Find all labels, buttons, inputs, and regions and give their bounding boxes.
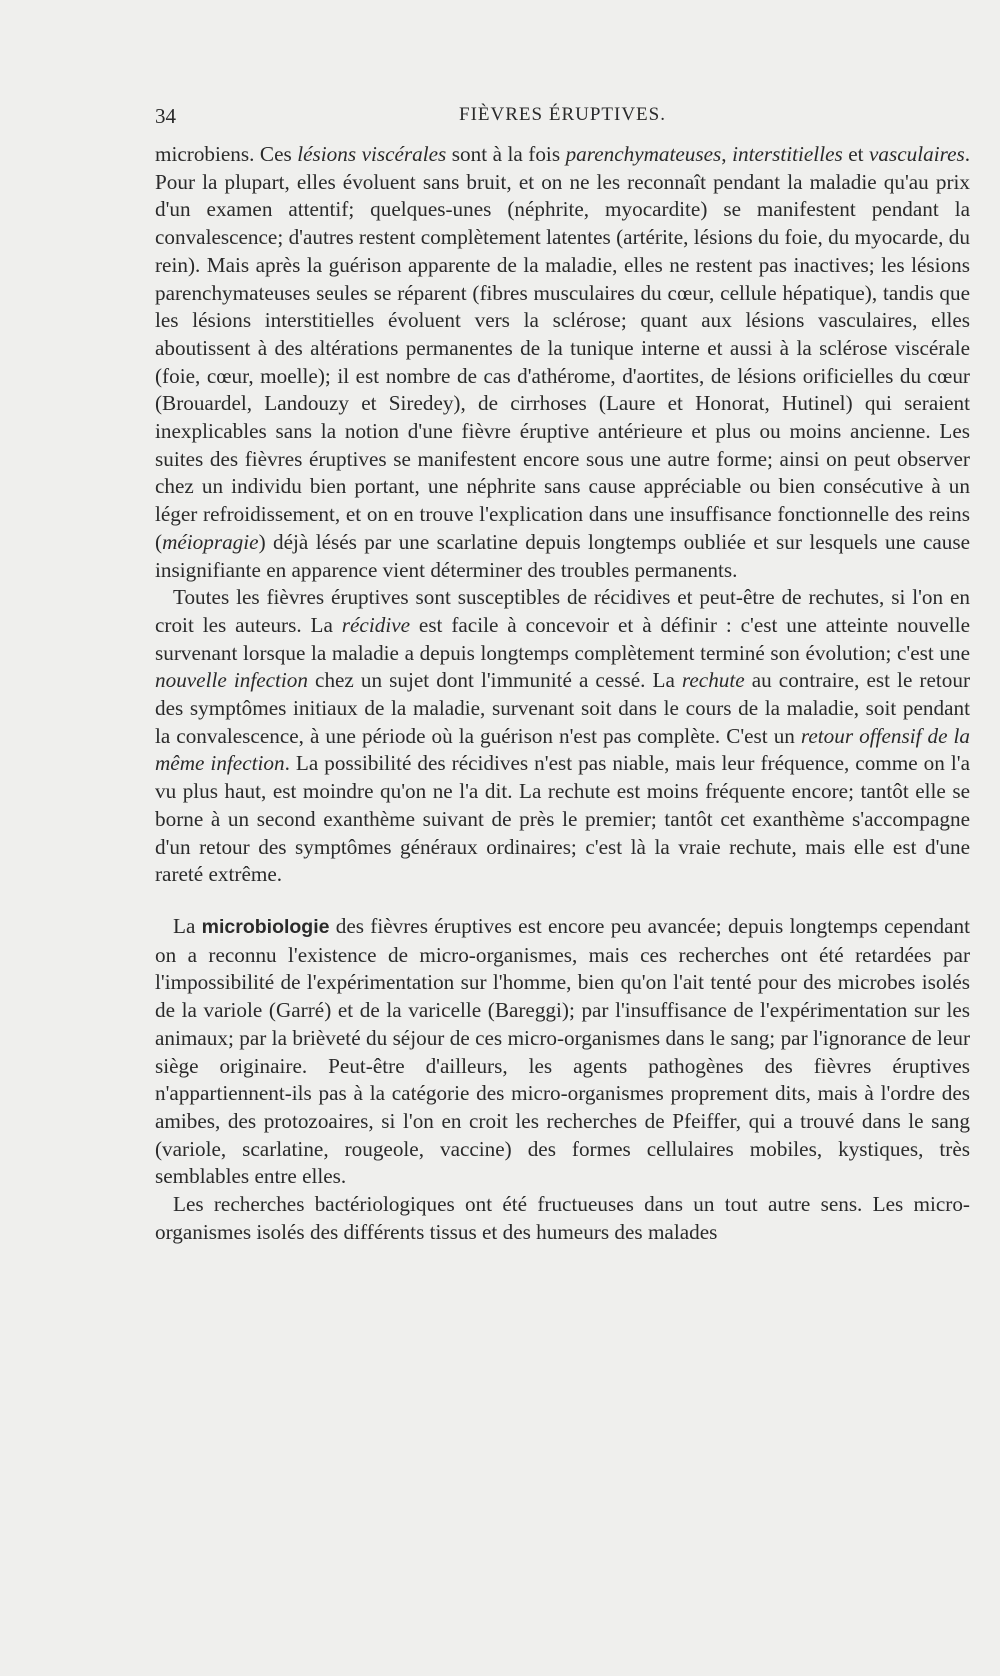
italic-run: retour offensif de la même infection — [155, 723, 970, 776]
italic-run: vasculaires — [869, 142, 965, 166]
italic-run: interstitielles — [732, 142, 843, 166]
paragraph-recidives — [155, 584, 970, 889]
text-run: chez un sujet dont l'immunité a cessé. La — [307, 668, 682, 693]
text-run: Toutes les fièvres éruptives sont susceptibles de récidives et peut-être de rechutes, si l'on en croit les auteurs. La — [155, 585, 970, 637]
page-number: 34 — [155, 104, 176, 128]
paragraph-lesions — [155, 141, 970, 584]
text-run: ) déjà lésés par une scarlatine depuis longtemps oubliée et sur lesquels une cause insignifiante en apparence vient déterminer des troubles permanents. — [155, 529, 970, 582]
text-run: Les recherches bactériologiques ont été fructueuses dans un tout autre sens. Les micro-organismes isolés des différents tissus et des humeurs des malades — [155, 1192, 970, 1244]
italic-run: nouvelle infection — [155, 668, 308, 693]
italic-run: parenchymateuses — [565, 142, 722, 166]
text-run: des fièvres éruptives est encore peu avancée; depuis longtemps cependant on a reconnu l'existence de micro-organismes, mais ces recherches ont été retardées par l'impossibilité de l'expérimentation sur l'homme, bien qu'on l'ait tenté pour des microbes isolés de la variole (Garré) et de la varicelle (Bareggi); par l'insuffisance de l'expérimentation sur les animaux; par la brièveté du séjour de ces micro-organismes dans le sang; par l'ignorance de leur siège originaire. Peut-être d'ailleurs, les agents pathogènes des fièvres éruptives n'appartiennent-ils pas à la catégorie des micro-organismes proprement dits, mais à l'ordre des amibes, des protozoaires, si l'on en croit les recherches de Pfeiffer, qui a trouvé dans le sang (variole, scarlatine, rougeole, vaccine) des formes cellulaires mobiles, kystiques, très semblables entre elles. — [155, 913, 970, 1189]
body-text — [155, 141, 970, 1246]
text-run: La — [173, 913, 202, 938]
text-run: microbiens. Ces — [155, 142, 298, 166]
bold-term: microbiologie — [201, 915, 330, 938]
text-run: et — [842, 142, 870, 166]
text-run: , — [721, 142, 733, 166]
text-run: au contraire, est le retour des symptômes initiaux de la maladie, survenant soit dans le cours de la maladie, soit pendant la convalescence, à une période où la guérison n'est pas complète. C'est un — [155, 668, 970, 748]
text-run: . La possibilité des récidives n'est pas niable, mais leur fréquence, comme on l'a vu plus haut, est moindre qu'on ne l'a dit. La rechute est moins fréquente encore; tantôt elle se borne à un second exanthème suivant de près le premier; tantôt cet exanthème s'accompagne d'un retour des symptômes généraux ordinaires; c'est là la vraie rechute, mais elle est d'une rareté extrême. — [155, 751, 970, 887]
italic-run: rechute — [681, 668, 745, 693]
page-header — [155, 104, 970, 138]
paragraph-microbiologie — [155, 913, 970, 1191]
italic-run: méiopragie — [162, 529, 259, 554]
running-head: FIÈVRES ÉRUPTIVES. — [459, 104, 666, 125]
italic-run: récidive — [341, 612, 411, 637]
paragraph-gap — [155, 889, 970, 913]
italic-run: lésions viscérales — [297, 142, 447, 166]
text-run: sont à la fois — [446, 142, 566, 166]
text-run: . Pour la plupart, elles évoluent sans bruit, et on ne les reconnaît pendant la maladie qu'au prix d'un examen attentif; quelques-unes (néphrite, myocardite) se manifestent pendant la convalescence; d'autres restent complètement latentes (artérite, lésions du foie, du myocarde, du rein). Mais après la guérison apparente de la maladie, elles ne restent pas inactives; les lésions parenchymateuses seules se réparent (fibres musculaires du cœur, cellule hépatique), tandis que les lésions interstitielles évoluent vers la sclérose; quant aux lésions vasculaires, elles aboutissent à des altérations permanentes de la tunique interne et aussi à la sclérose viscérale (foie, cœur, moelle); il est nombre de cas d'athérome, d'aortites, de lésions orificielles du cœur (Brouardel, Landouzy et Siredey), de cirrhoses (Laure et Honorat, Hutinel) qui seraient inexplicables sans la notion d'une fièvre éruptive antérieure et plus ou moins ancienne. Les suites des fièvres éruptives se manifestent encore sous une autre forme; ainsi on peut observer chez un individu bien portant, une néphrite sans cause appréciable ou bien consécutive à un léger refroidissement, et on en trouve l'explication dans une insuffisance fonctionnelle des reins ( — [155, 142, 971, 554]
paragraph-bacteriologie — [155, 1191, 970, 1246]
text-run: est facile à concevoir et à définir : c'est une atteinte nouvelle survenant lorsque la maladie a depuis longtemps complètement terminé son évolution; c'est une — [155, 612, 970, 665]
